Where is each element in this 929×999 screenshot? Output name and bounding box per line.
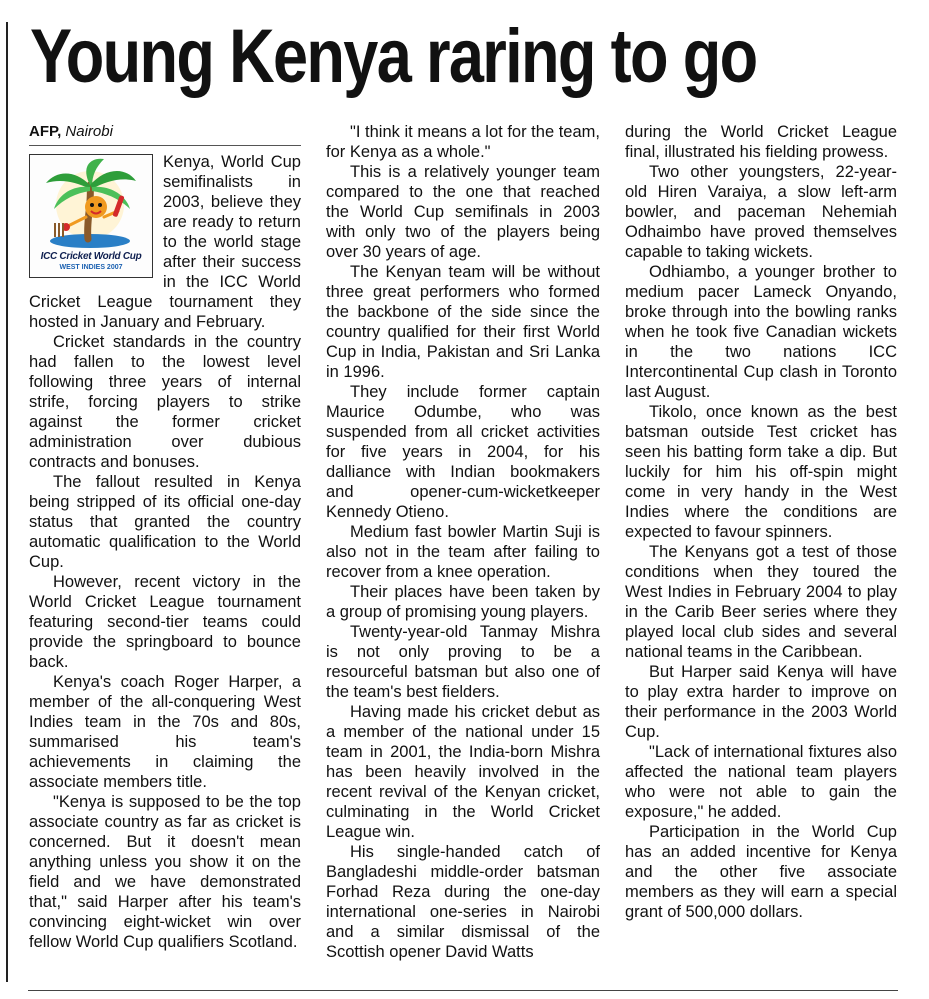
paragraph: Medium fast bowler Martin Suji is also not in the team after failing to recover from a knee operation. — [326, 523, 600, 581]
paragraph: His single-handed catch of Bangladeshi middle-order batsman Forhad Reza during the one-day international one-series in Nairobi and a similar dismissal of the Scottish opener David Watts — [326, 843, 600, 961]
logo-title: ICC Cricket World Cup — [40, 251, 142, 262]
palm-tree-mascot-icon — [30, 155, 152, 251]
world-cup-logo — [29, 154, 153, 278]
paragraph: But Harper said Kenya will have to play extra harder to improve on their performance in the 2003 World Cup. — [625, 663, 897, 741]
paragraph: Odhiambo, a younger brother to medium pacer Lameck Onyando, broke through into the bowling ranks when he took five Canadian wickets in the two nations ICC Intercontinental Cup clash in Toronto last August. — [625, 263, 897, 401]
paragraph: "Lack of international fixtures also affected the national team players who were not able to gain the exposure," he added. — [625, 743, 897, 821]
byline-agency: AFP, — [29, 123, 62, 140]
paragraph: Kenya, World Cup semifinalists in 2003, believe they are ready to return to the world stage after their success in the ICC World Cricket League tournament they hosted in January and February. — [29, 153, 301, 331]
paragraph: However, recent victory in the World Cricket League tournament featuring second-tier teams could provide the springboard to bounce back. — [29, 573, 301, 671]
paragraph: Participation in the World Cup has an added incentive for Kenya and the other five associate members as they will earn a special grant of 500,000 dollars. — [625, 823, 897, 921]
paragraph: Cricket standards in the country had fallen to the lowest level following three years of internal strife, forcing players to strike against the former cricket administration over dubious contracts and bonuses. — [29, 333, 301, 471]
paragraph: Kenya's coach Roger Harper, a member of the all-conquering West Indies team in the 70s and 80s, summarised his team's achievements in claiming the associate members title. — [29, 673, 301, 791]
paragraph: Two other youngsters, 22-year-old Hiren Varaiya, a slow left-arm bowler, and paceman Nehemiah Odhaimbo have proved themselves capable to taking wickets. — [625, 163, 897, 261]
paragraph: This is a relatively younger team compared to the one that reached the World Cup semifinals in 2003 with only two of the players being over 30 years of age. — [326, 163, 600, 261]
paragraph: "I think it means a lot for the team, for Kenya as a whole." — [326, 123, 600, 161]
paragraph: They include former captain Maurice Odumbe, who was suspended from all cricket activities for five years in 2004, for his dalliance with Indian bookmakers and opener-cum-wicketkeeper Kennedy Otieno. — [326, 383, 600, 521]
byline — [29, 122, 301, 146]
left-margin-rule — [6, 22, 8, 982]
logo-subtitle: WEST INDIES 2007 — [59, 264, 123, 271]
paragraph: during the World Cricket League final, illustrated his fielding prowess. — [625, 123, 897, 161]
article-column-1 — [29, 122, 301, 952]
byline-city: Nairobi — [65, 123, 113, 140]
headline: Young Kenya raring to go — [30, 14, 757, 99]
article-column-2 — [326, 122, 600, 962]
paragraph: The Kenyan team will be without three great performers who formed the backbone of the side since the country qualified for their first World Cup in India, Pakistan and Sri Lanka in 1996. — [326, 263, 600, 381]
paragraph: Tikolo, once known as the best batsman outside Test cricket has seen his batting form take a dip. But luckily for him his off-spin might come in very handy in the West Indies where the conditions are expected to favour spinners. — [625, 403, 897, 541]
paragraph: The fallout resulted in Kenya being stripped of its official one-day status that granted the country automatic qualification to the World Cup. — [29, 473, 301, 571]
article-column-3 — [625, 122, 897, 922]
bottom-rule — [28, 990, 898, 991]
paragraph: Twenty-year-old Tanmay Mishra is not only proving to be a resourceful batsman but also one of the team's best fielders. — [326, 623, 600, 701]
paragraph: Their places have been taken by a group of promising young players. — [326, 583, 600, 621]
paragraph: "Kenya is supposed to be the top associate country as far as cricket is concerned. But it doesn't mean anything unless you show it on the field and we have demonstrated that," said Harper after his team's convincing eight-wicket win over fellow World Cup qualifiers Scotland. — [29, 793, 301, 951]
paragraph: The Kenyans got a test of those conditions when they toured the West Indies in February 2004 to play in the Carib Beer series where they played local club sides and several national teams in the Caribbean. — [625, 543, 897, 661]
paragraph: Having made his cricket debut as a member of the national under 15 team in 2001, the India-born Mishra has been heavily involved in the recent revival of the Kenyan cricket, culminating in the World Cricket League win. — [326, 703, 600, 841]
